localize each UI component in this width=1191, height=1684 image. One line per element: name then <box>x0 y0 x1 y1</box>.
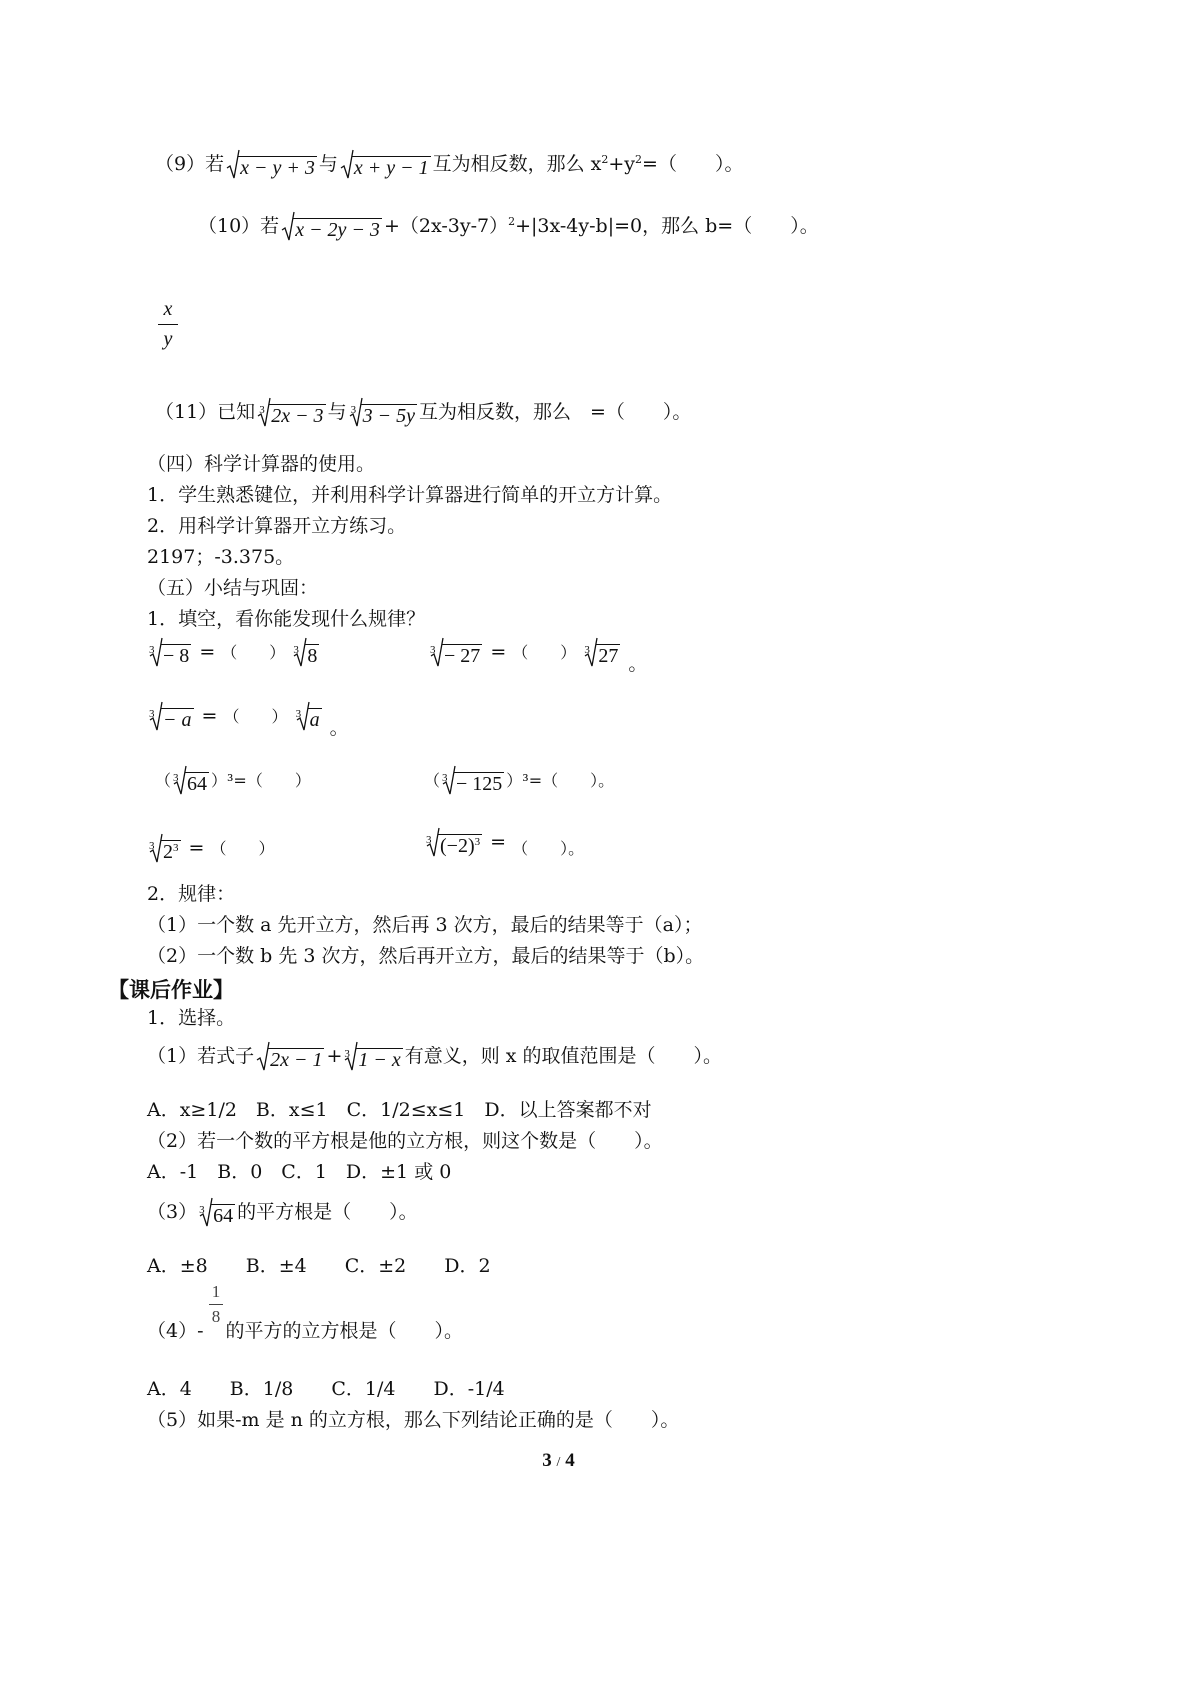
radicand: − 125 <box>456 773 503 795</box>
hw-question-5: （5）如果-m 是 n 的立方根，那么下列结论正确的是（ ）。 <box>147 1409 680 1431</box>
question-10 <box>198 214 819 242</box>
hw-q1-options: A．x≥1/2 B．x≤1 C．1/2≤x≤1 D．以上答案都不对 <box>147 1099 652 1121</box>
fraction-numerator: x <box>163 298 173 320</box>
cbrt-symbol: 3 $2^3$ <box>149 840 181 864</box>
fill-row-1-right <box>428 640 648 675</box>
power-blank: ）³=（ ） <box>211 771 311 790</box>
radical-sign-icon <box>349 396 363 430</box>
fill-row-3-left <box>155 768 311 796</box>
cbrt-symbol: 3 $(-2)^3$ <box>426 834 482 858</box>
radical-sign-icon <box>149 700 163 734</box>
hw-q3-options: A．±8 B．±4 C．±2 D．2 <box>147 1255 491 1277</box>
hw-q3-radicand: 64 <box>213 1205 234 1227</box>
question-11 <box>155 400 691 428</box>
radicand: − 8 <box>163 645 190 667</box>
fraction-bar <box>209 1304 223 1305</box>
q10-tail1: +（2x-3y-7） <box>383 215 509 237</box>
radical-sign-icon <box>340 148 354 182</box>
q9-sup-1: 2 <box>601 153 609 166</box>
radical-sign-icon <box>281 210 295 244</box>
power-blank: ）³=（ ）。 <box>506 771 615 790</box>
cbrt-symbol: 3 a <box>296 708 322 732</box>
total-pages: 4 <box>565 1450 575 1471</box>
cbrt-symbol: 3 64 <box>173 772 209 796</box>
radicand: 8 <box>307 645 318 667</box>
section-4-item-2: 2．用科学计算器开立方练习。 <box>147 515 407 537</box>
cbrt-symbol: 3 2x − 3 <box>257 404 325 428</box>
radical-sign-icon <box>430 636 444 670</box>
radicand: a <box>309 709 320 731</box>
fraction-numerator: 1 <box>211 1282 221 1301</box>
q9-tail2: +y <box>608 153 636 175</box>
blank: （ ） <box>223 707 288 726</box>
sqrt-symbol <box>340 156 431 180</box>
radical-sign-icon <box>442 764 456 798</box>
homework-heading: 【课后作业】 <box>108 978 234 1002</box>
page-number <box>0 1450 1117 1472</box>
current-page: 3 <box>542 1450 552 1471</box>
section-5-title: （五）小结与巩固： <box>147 577 319 599</box>
radicand <box>438 834 482 857</box>
hw-q4-options: A．4 B．1/8 C．1/4 D．-1/4 <box>147 1378 505 1400</box>
exponent: 3 <box>474 836 481 848</box>
blank: （ ） <box>512 643 577 662</box>
blank: （ ） <box>221 643 286 662</box>
fill-row-2 <box>147 704 349 739</box>
radicand: 64 <box>187 773 208 795</box>
left-paren: （ <box>155 771 172 790</box>
radicand: − 27 <box>444 645 481 667</box>
equals: = <box>188 837 205 859</box>
q9-radicand-2: x + y − 1 <box>353 157 429 179</box>
hw-q3-tail: 的平方根是（ ）。 <box>237 1201 418 1223</box>
fraction-denominator: 8 <box>211 1307 221 1326</box>
period: 。 <box>329 717 349 739</box>
hw-question-2: （2）若一个数的平方根是他的立方根，则这个数是（ ）。 <box>147 1130 663 1152</box>
plus: + <box>326 1045 343 1067</box>
section-5-item-1: 1．填空，看你能发现什么规律？ <box>147 608 426 630</box>
hw-q2-options: A．-1 B．0 C．1 D．±1 或 0 <box>147 1161 452 1183</box>
sqrt-symbol <box>256 1048 324 1072</box>
q11-radicand-2: 3 − 5y <box>362 405 415 427</box>
radical-sign-icon <box>293 636 307 670</box>
radical-sign-icon <box>149 832 163 866</box>
fraction-bar <box>158 324 178 325</box>
fill-row-4-left <box>147 836 275 864</box>
hw-q1-radicand-2: 1 − x <box>358 1049 401 1071</box>
q11-prefix: （11）已知 <box>155 401 256 423</box>
cbrt-symbol: 3 27 <box>584 644 620 668</box>
homework-select: 1．选择。 <box>147 1007 236 1029</box>
rule-title: 2．规律： <box>147 883 236 905</box>
equals: = <box>490 641 507 663</box>
radical-sign-icon <box>173 764 187 798</box>
radical-sign-icon <box>344 1040 358 1074</box>
sqrt-symbol <box>226 156 317 180</box>
equals: = <box>199 641 216 663</box>
q9-radicand-1: x − y + 3 <box>240 157 315 179</box>
radicand <box>161 840 181 863</box>
fraction-x-over-y <box>158 298 178 351</box>
radicand: 27 <box>598 645 619 667</box>
base: 2 <box>163 841 173 863</box>
q10-tail2: +|3x-4y-b|=0，那么 b=（ ）。 <box>515 215 819 237</box>
equals: = <box>490 831 507 853</box>
q9-sup-2: 2 <box>635 153 643 166</box>
q11-radicand-1: 2x − 3 <box>271 405 324 427</box>
cbrt-symbol: 3 − a <box>149 708 194 732</box>
cbrt-symbol: 3 1 − x <box>344 1048 402 1072</box>
q9-tail: 互为相反数，那么 x <box>432 153 602 175</box>
base: (−2) <box>440 835 475 857</box>
q10-sup: 2 <box>508 215 516 228</box>
radical-sign-icon <box>257 396 271 430</box>
blank: （ ） <box>210 839 275 858</box>
hw-q4-prefix: （4）- <box>147 1320 204 1342</box>
hw-q3-prefix: （3） <box>147 1201 198 1223</box>
fill-row-3-right <box>424 768 614 796</box>
fraction-denominator: y <box>163 328 173 350</box>
q10-prefix: （10）若 <box>198 215 280 237</box>
radical-sign-icon <box>296 700 310 734</box>
hw-q1-prefix: （1）若式子 <box>147 1045 255 1067</box>
cbrt-symbol: 3 3 − 5y <box>349 404 417 428</box>
fill-row-1-left <box>147 640 321 668</box>
radical-sign-icon <box>426 826 440 860</box>
hw-question-1 <box>147 1044 722 1072</box>
section-4-title: （四）科学计算器的使用。 <box>147 453 376 475</box>
q9-tail3: =（ ）。 <box>642 153 744 175</box>
radical-sign-icon <box>149 636 163 670</box>
q10-radicand: x − 2y − 3 <box>295 219 380 241</box>
fill-row-4-right <box>424 830 584 858</box>
radical-sign-icon <box>584 636 598 670</box>
hw-q1-tail: 有意义，则 x 的取值范围是（ ）。 <box>404 1045 723 1067</box>
hw-q4-tail: 的平方的立方根是（ ）。 <box>225 1320 464 1342</box>
rule-1: （1）一个数 a 先开立方，然后再 3 次方，最后的结果等于（a）； <box>147 914 703 936</box>
q11-mid: 与 <box>327 401 347 423</box>
q9-prefix: （9）若 <box>155 153 225 175</box>
equals: = <box>201 705 218 727</box>
cbrt-symbol: 3 − 125 <box>442 772 504 796</box>
hw-question-4 <box>147 1319 463 1343</box>
hw-q1-radicand-1: 2x − 1 <box>270 1049 323 1071</box>
page-separator: / <box>556 1455 561 1470</box>
q11-tail: 互为相反数，那么 =（ ）。 <box>418 401 692 423</box>
cbrt-symbol: 3 − 27 <box>430 644 482 668</box>
left-paren: （ <box>424 771 441 790</box>
cbrt-symbol: 3 − 8 <box>149 644 191 668</box>
cbrt-symbol: 3 8 <box>293 644 319 668</box>
radical-sign-icon <box>199 1196 213 1230</box>
rule-2: （2）一个数 b 先 3 次方，然后再开立方，最后的结果等于（b）。 <box>147 945 705 967</box>
sqrt-symbol <box>281 218 382 242</box>
radical-sign-icon <box>226 148 240 182</box>
question-9 <box>155 152 743 180</box>
section-4-item-1: 1．学生熟悉键位，并利用科学计算器进行简单的开立方计算。 <box>147 484 673 506</box>
radical-sign-icon <box>256 1040 270 1074</box>
cbrt-symbol: 3 64 <box>199 1204 235 1228</box>
radicand: − a <box>163 709 192 731</box>
section-4-numbers: 2197；-3.375。 <box>147 546 295 568</box>
hw-question-3 <box>147 1200 418 1228</box>
blank: （ ）。 <box>512 839 585 858</box>
exponent: 3 <box>173 842 179 854</box>
q9-mid: 与 <box>318 153 338 175</box>
period: 。 <box>628 653 648 675</box>
